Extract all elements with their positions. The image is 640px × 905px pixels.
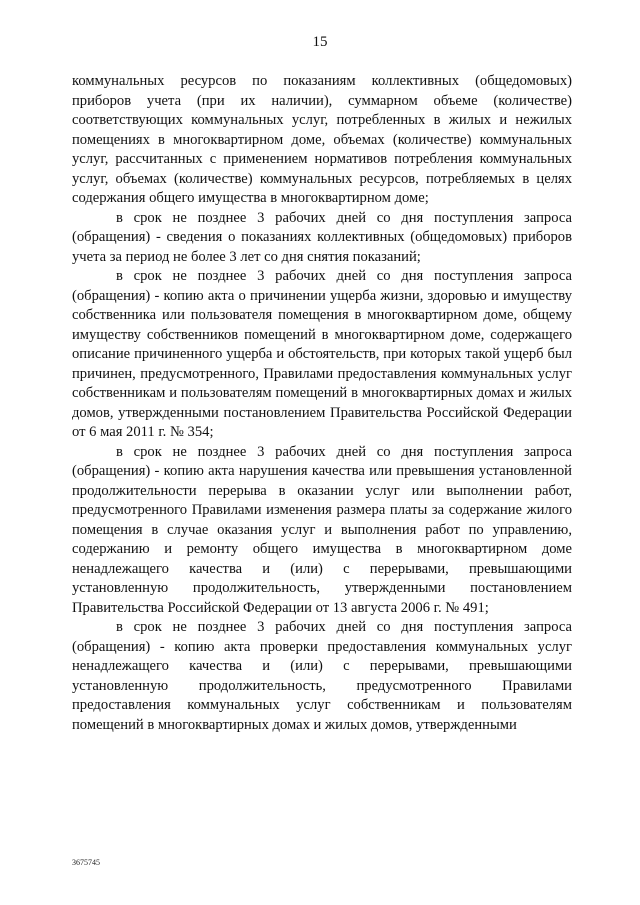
- document-body: [72, 72, 572, 735]
- document-id: 3675745: [72, 858, 100, 867]
- paragraph-continuation: коммунальных ресурсов по показаниям коллективных (общедомовых) приборов учета (при их наличии), суммарном объеме (количестве) соответствующих коммунальных услуг, потребленных в жилых и нежилых помещениях в многоквартирном доме, объемах (количестве) коммунальных услуг, рассчитанных с применением нормативов потребления коммунальных услуг, объемах (количестве) коммунальных ресурсов, потребляемых в целях содержания общего имущества в многоквартирном доме;: [72, 73, 572, 206]
- page-number: 15: [312, 34, 328, 50]
- paragraph-quality-violation-act: в срок не позднее 3 рабочих дней со дня поступления запроса (обращения) - копию акта нарушения качества или превышения установленной продолжительности перерыва в оказании услуг или выполнении работ, предусмотренного Правилами изменения размера платы за содержание жилого помещения в случае оказания услуг и выполнения работ по управлению, содержанию и ремонту общего имущества в многоквартирном доме ненадлежащего качества и (или) с перерывами, превышающими установленную продолжительность, утвержденными постановлением Правительства Российской Федерации от 13 августа 2006 г. № 491;: [72, 443, 572, 616]
- paragraph-collective-meter-readings: в срок не позднее 3 рабочих дней со дня поступления запроса (обращения) - сведения о показаниях коллективных (общедомовых) приборов учета за период не более 3 лет со дня снятия показаний;: [72, 209, 572, 265]
- paragraph-damage-act: в срок не позднее 3 рабочих дней со дня поступления запроса (обращения) - копию акта о причинении ущерба жизни, здоровью и имуществу собственника или пользователя помещения в многоквартирном доме, общему имуществу собственников помещений в многоквартирном доме, содержащего описание причиненного ущерба и обстоятельств, при которых такой ущерб был причинен, предусмотренного, Правилами предоставления коммунальных услуг собственникам и пользователям помещений в многоквартирных домах и жилых домов, утвержденными постановлением Правительства Российской Федерации от 6 мая 2011 г. № 354;: [72, 268, 572, 440]
- paragraph-utility-inspection-act: в срок не позднее 3 рабочих дней со дня поступления запроса (обращения) - копию акта проверки предоставления коммунальных услуг ненадлежащего качества и (или) с перерывами, превышающими установленную продолжительность, предусмотренного Правилами предоставления коммунальных услуг собственникам и пользователям помещений в многоквартирных домах и жилых домов, утвержденными: [72, 619, 572, 733]
